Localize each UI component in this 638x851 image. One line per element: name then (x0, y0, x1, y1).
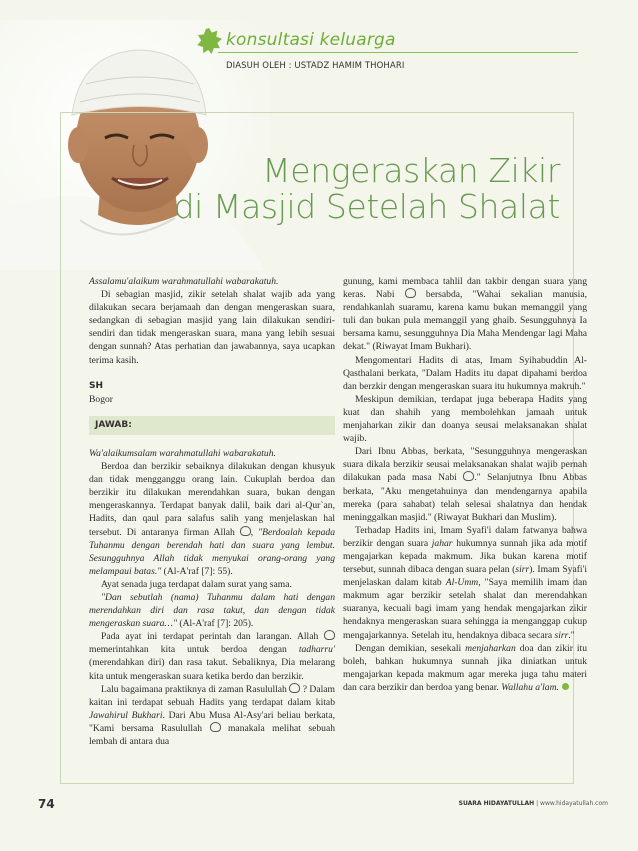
article-title-line2: di Masjid Setelah Shalat (173, 187, 560, 226)
saw-icon (289, 683, 300, 693)
answer-paragraph: Terhadap Hadits ini, Imam Syafi'i dalam fatwanya bahwa berzikir dengan suara jahar hukumnya sunnah jika ada motif mengajarkan kepada makmum. Jika bukan karena motif tersebut, sunnah dibaca dengan suara pelan (sirr). Imam Syafi'i menjelaskan dalam kitab Al-Umm, "Saya memilih imam dan makmum agar berzikir setelah shalat dan merendahkan suaranya, kecuali bagi imam yang hendak mengajarkan zikir hendaknya mengeraskan suara sehingga ia menganggap cukup mengajarkannya. Setelah itu, hendaknya dibaca secara sirr." (343, 524, 588, 641)
asker-name: SH (89, 380, 104, 391)
question-greeting: Assalamu'alaikum warahmatullahi wabarakatuh. (89, 276, 279, 287)
answer-greeting: Wa'alaikumsalam warahmatullahi wabarakatuh. (89, 447, 276, 459)
saw-icon (405, 288, 416, 298)
saw-icon (324, 630, 335, 640)
answer-paragraph: Berdoa dan berzikir sebaiknya dilakukan dengan khusyuk dan tidak mengganggu orang lain. Cukuplah berdoa dan berzikir itu dilakukan merendahkan suara, bukan dengan mengeraskannya. Terdapat banyak dalil, baik dari al-Qur`an, Hadits, dan qaul para salafus salih yang menjelaskan hal tersebut. Di antaranya firman Allah , "Berdoalah kepada Tuhanmu dengan berendah hati dan suara yang lembut. Sesungguhnya Allah tidak menyukai orang-orang yang melampaui batas." (Al-A'raf [7]: 55). (89, 461, 335, 577)
article-column-right (343, 275, 587, 694)
saw-icon (240, 526, 251, 536)
article-title-line1: Mengeraskan Zikir (262, 151, 560, 190)
answer-label: JAWAB: (89, 416, 335, 435)
answer-paragraph: Mengomentari Hadits di atas, Imam Syihabuddin Al-Qasthalani berkata, "Dalam Hadits itu dapat dipahami berdoa dan berzkir dengan mengeraskan suara itu hukumnya makruh." (343, 354, 587, 392)
answer-paragraph: Meskipun demikian, terdapat juga beberapa Hadits yang kuat dan shahih yang membolehkan jamaah untuk menjaharkan zikir dan doanya seusai melaksanakan shalat wajib. (343, 393, 587, 445)
saw-icon (210, 722, 221, 732)
footer-magazine: SUARA HIDAYATULLAH | www.hidayatullah.com (458, 800, 608, 807)
answer-paragraph: gunung, kami membaca tahlil dan takbir dengan suara yang keras. Nabi bersabda, "Wahai sekalian manusia, rendahkanlah suaramu, karena kamu bukan memanggil yang tuli dan bukan pula memanggil yang ghaib. Sesungguhnya Ia bersama kamu, sesungguhnya Dia Maha Mendengar lagi Maha dekat." (Riwayat Imam Bukhari). (343, 276, 587, 353)
rubric-divider (218, 52, 578, 53)
answer-paragraph: Dari Ibnu Abbas, berkata, "Sesungguhnya mengeraskan suara dikala berzikir seusai melaksanakan shalat wajib pernah dilakukan pada masa Nabi ." Selanjutnya Ibnu Abbas berkata, "Aku mengetahuinya dan mendengarnya apabila mereka (para sahabat) telah selesai shalatnya dan hendak meninggalkan masjid." (Riwayat Bukhari dan Muslim). (343, 446, 588, 523)
answer-paragraph: Lalu bagaimana praktiknya di zaman Rasulullah ? Dalam kaitan ini terdapat sebuah Hadits yang terdapat dalam kitab Jawahirul Bukhari. Dari Abu Musa Al-Asy'ari beliau berkata, "Kami bersama Rasulullah manakala melihat sebuah lembah di antara dua (89, 683, 336, 747)
saw-icon (463, 471, 474, 481)
answer-paragraph: "Dan sebutlah (nama) Tuhanmu dalam hati dengan merendahkan diri dan rasa takut, dan dengan tidak mengeraskan suara…" (Al-A'raf [7]: 205). (89, 591, 335, 630)
article-column-left (89, 275, 335, 748)
answer-paragraph: Dengan demikian, sesekali menjaharkan doa dan zikir itu boleh, bahkan hukumnya sunnah jika diniatkan untuk mengajarkan kepada makmum agar mereka juga tahu materi dan cara berzikir dan berdoa yang benar. Wallahu a'lam. (343, 642, 587, 693)
asker-city: Bogor (89, 393, 113, 405)
answer-paragraph: Pada ayat ini terdapat perintah dan larangan. Allah memerintahkan kita untuk berdoa dengan tadharru' (merendahkan diri) dan rasa takut. Sebaliknya, Dia melarang kita untuk mengeraskan suara ketika berdo dan berzikir. (89, 631, 335, 682)
rubric-title: konsultasi keluarga (226, 30, 396, 50)
author-byline: DIASUH OLEH : USTADZ HAMIM THOHARI (226, 61, 405, 71)
page-number: 74 (38, 797, 55, 811)
answer-paragraph: Ayat senada juga terdapat dalam surat yang sama. (101, 578, 292, 590)
end-dot-icon (562, 683, 569, 690)
question-body: Di sebagian masjid, zikir setelah shalat wajib ada yang dilakukan secara berjamaah dan dengan mengeraskan suara, sedangkan di sebagian masjid yang lain dilakukan sendiri-sendiri dan tidak mengeraskan suara, mana yang lebih sesuai dengan sunnah? Atas perhatian dan jawabannya, saya ucapkan terima kasih. (89, 289, 335, 366)
